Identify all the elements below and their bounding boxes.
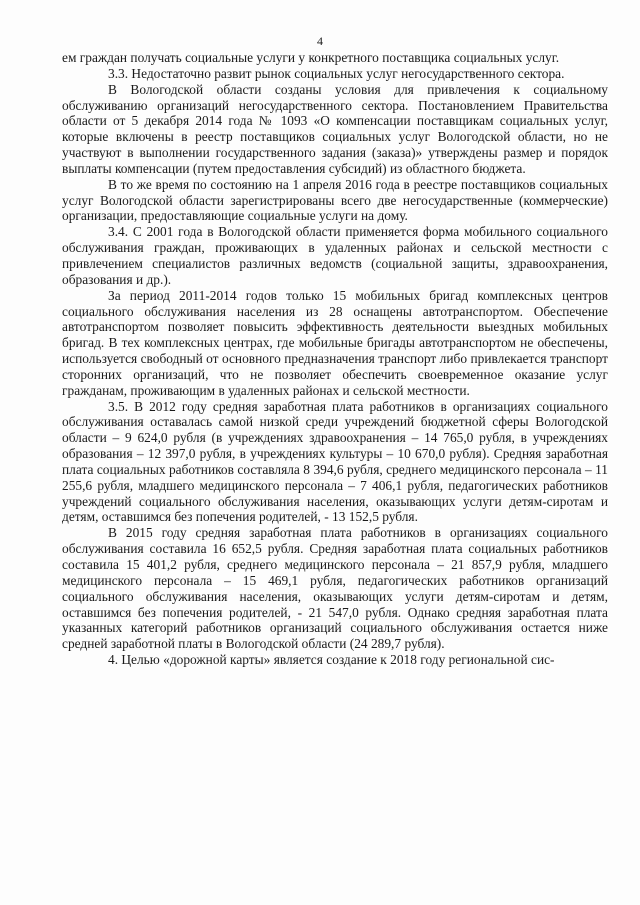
document-text [62,50,608,668]
paragraph: 4. Целью «дорожной карты» является создание к 2018 году региональной сис- [108,652,555,668]
paragraph: 3.5. В 2012 году средняя заработная плата работников в организациях социального обслуживания оставалась самой низкой среди учреждений бюджетной сферы Вологодской области – 9 624,0 рубля (в учреждениях здравоохранения – 14 765,0 рубля, в учреждениях образования – 12 397,0 рубля, в учреждениях культуры – 10 670,0 рубля). Средняя заработная плата социальных работников составляла 8 394,6 рубля, среднего медицинского персонала – 11 255,6 рубля, младшего медицинского персонала – 7 406,1 рубля, педагогических работников учреждений социального обслуживания населения, оказывающих услуги детям-сиротам и детям, оставшимся без попечения родителей, - 13 152,5 рубля. [62,398,608,525]
paragraph: За период 2011-2014 годов только 15 мобильных бригад комплексных центров социального обслуживания населения из 28 оснащены автотранспортом. Обеспечение автотранспортом позволяет повысить эффективность деятельности выездных мобильных бригад. В тех комплексных центрах, где мобильные бригады автотранспортом не обеспечены, используется свободный от основного предназначения транспорт либо привлекается транспорт сторонних организаций, что не позволяет обеспечить своевременное оказание услуг гражданам, проживающим в удаленных районах и сельской местности. [62,287,608,398]
paragraph: В Вологодской области созданы условия для привлечения к социальному обслуживанию организаций негосударственного сектора. Постановлением Правительства области от 5 декабря 2014 года № 1093 «О компенсации поставщикам социальных услуг, которые включены в реестр поставщиков социальных услуг Вологодской области, но не участвуют в выполнении государственного задания (заказа)» утверждены размер и порядок выплаты компенсации (путем предоставления субсидий) из областного бюджета. [62,81,608,176]
paragraph: В то же время по состоянию на 1 апреля 2016 года в реестре поставщиков социальных услуг Вологодской области зарегистрированы всего две негосударственные (коммерческие) организации, предоставляющие социальные услуги на дому. [62,176,608,224]
section-heading: 3.3. Недостаточно развит рынок социальных услуг негосударственного сектора. [108,65,565,81]
paragraph: 3.4. С 2001 года в Вологодской области применяется форма мобильного социального обслуживания граждан, проживающих в удаленных районах и сельской местности с привлечением специалистов различных ведомств (социальной защиты, здравоохранения, образования и др.). [62,224,608,287]
page-number: 4 [317,34,323,48]
paragraph: ем граждан получать социальные услуги у конкретного поставщика социальных услуг. [62,50,560,65]
paragraph: В 2015 году средняя заработная плата работников в организациях социального обслуживания составила 16 652,5 рубля. Средняя заработная плата социальных работников составила 15 401,2 рубля, среднего медицинского персонала – 21 857,9 рубля, младшего медицинского персонала – 15 469,1 рубля, педагогических работников организаций социального обслуживания населения, оказывающих услуги детям-сиротам и детям, оставшимся без попечения родителей, - 21 547,0 рубля. Однако средняя заработная плата указанных категорий работников организаций социального обслуживания остается ниже средней заработной платы в Вологодской области (24 289,7 рубля). [62,525,608,652]
